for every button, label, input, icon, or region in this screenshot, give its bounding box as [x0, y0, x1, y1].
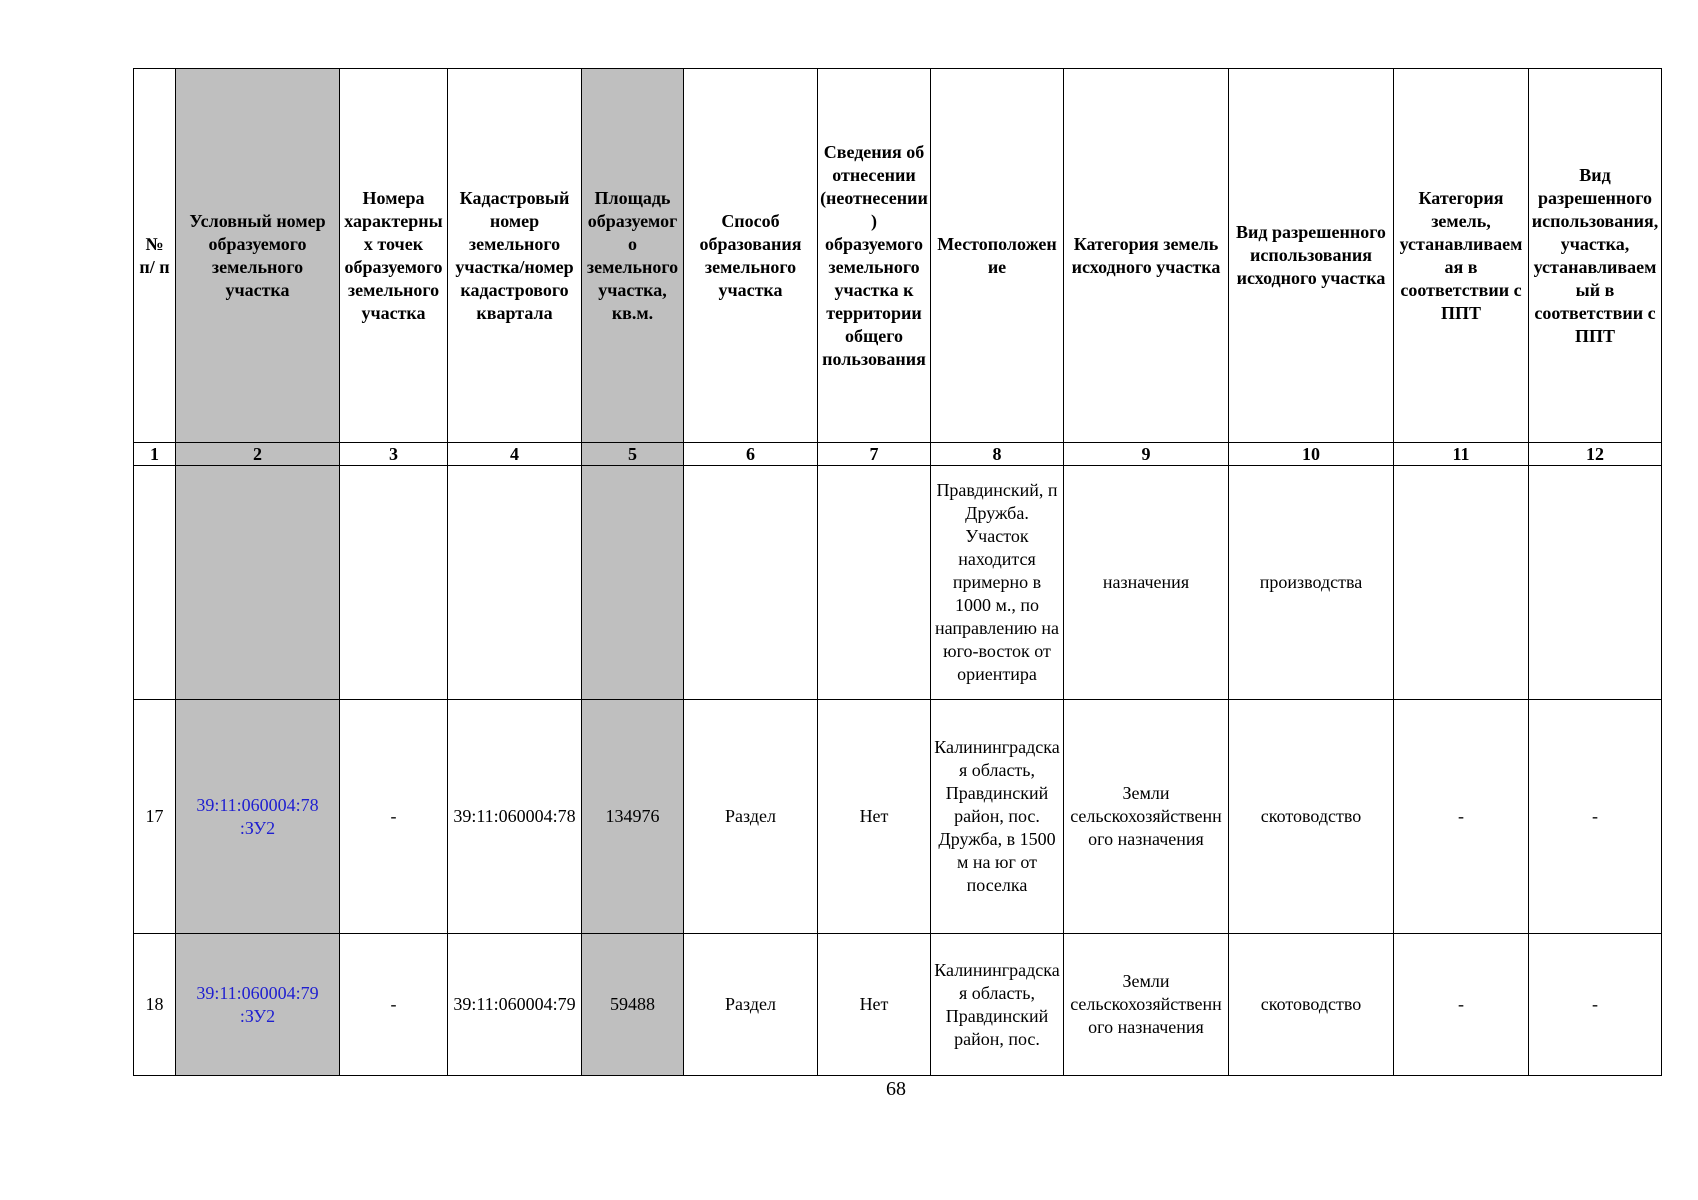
- points-cell: -: [340, 700, 448, 934]
- conditional-number-cell: [176, 700, 340, 934]
- permitted-use-cell: производства: [1229, 466, 1394, 700]
- public-use-cell: [818, 466, 931, 700]
- header-cell-points: Номера характерных точек образуемого земельного участка: [340, 69, 448, 443]
- column-number: 8: [931, 443, 1064, 466]
- column-number: 10: [1229, 443, 1394, 466]
- area-cell: 59488: [582, 934, 684, 1076]
- header-cell-ppt-use: Вид разрешенного использования, участка, устанавливаемый в соответствии с ППТ: [1529, 69, 1662, 443]
- header-cell-land-category: Категория земель исходного участка: [1064, 69, 1229, 443]
- location-cell: Калининградская область, Правдинский район, пос. Дружба, в 1500 м на юг от поселка: [931, 700, 1064, 934]
- permitted-use-cell: скотоводство: [1229, 934, 1394, 1076]
- cadastral-number-cell: 39:11:060004:78: [448, 700, 582, 934]
- cadastral-number-cell: [448, 466, 582, 700]
- land-plots-table: [133, 68, 1662, 1076]
- page-number: 68: [886, 1078, 906, 1100]
- column-number: 9: [1064, 443, 1229, 466]
- method-cell: Раздел: [684, 700, 818, 934]
- header-cell-permitted-use: Вид разрешенного использования исходного участка: [1229, 69, 1394, 443]
- header-cell-ppt-category: Категория земель, устанавливаемая в соответствии с ППТ: [1394, 69, 1529, 443]
- column-number: 3: [340, 443, 448, 466]
- land-category-cell: Земли сельскохозяйственного назначения: [1064, 934, 1229, 1076]
- column-number: 7: [818, 443, 931, 466]
- conditional-number-cell: [176, 466, 340, 700]
- table-row: [134, 466, 1662, 700]
- column-number: 6: [684, 443, 818, 466]
- conditional-number-cell: [176, 934, 340, 1076]
- ppt-category-cell: -: [1394, 700, 1529, 934]
- header-cell-num: № п/ п: [134, 69, 176, 443]
- column-number: 12: [1529, 443, 1662, 466]
- ppt-category-cell: -: [1394, 934, 1529, 1076]
- area-cell: [582, 466, 684, 700]
- land-category-cell: Земли сельскохозяйственного назначения: [1064, 700, 1229, 934]
- table-row: [134, 934, 1662, 1076]
- row-num-cell: 18: [134, 934, 176, 1076]
- public-use-cell: Нет: [818, 700, 931, 934]
- header-row: [134, 69, 1662, 443]
- permitted-use-cell: скотоводство: [1229, 700, 1394, 934]
- method-cell: [684, 466, 818, 700]
- location-cell: Правдинский, п Дружба. Участок находится примерно в 1000 м., по направлению на юго-восток от ориентира: [931, 466, 1064, 700]
- ppt-category-cell: [1394, 466, 1529, 700]
- header-cell-cadastral-number: Кадастровый номер земельного участка/номер кадастрового квартала: [448, 69, 582, 443]
- land-category-cell: назначения: [1064, 466, 1229, 700]
- conditional-number-link[interactable]: 39:11:060004:78 :ЗУ2: [196, 794, 319, 838]
- ppt-use-cell: -: [1529, 700, 1662, 934]
- method-cell: Раздел: [684, 934, 818, 1076]
- row-num-cell: [134, 466, 176, 700]
- table-row: [134, 700, 1662, 934]
- points-cell: -: [340, 934, 448, 1076]
- area-cell: 134976: [582, 700, 684, 934]
- header-cell-area: Площадь образуемого земельного участка, кв.м.: [582, 69, 684, 443]
- conditional-number-link[interactable]: 39:11:060004:79 :ЗУ2: [196, 982, 319, 1026]
- ppt-use-cell: [1529, 466, 1662, 700]
- column-number: 1: [134, 443, 176, 466]
- cadastral-number-cell: 39:11:060004:79: [448, 934, 582, 1076]
- header-cell-public-use: Сведения об отнесении (неотнесении) образуемого земельного участка к территории общего пользования: [818, 69, 931, 443]
- column-number: 2: [176, 443, 340, 466]
- column-number: 5: [582, 443, 684, 466]
- header-cell-conditional-number: Условный номер образуемого земельного участка: [176, 69, 340, 443]
- row-num-cell: 17: [134, 700, 176, 934]
- ppt-use-cell: -: [1529, 934, 1662, 1076]
- header-cell-location: Местоположение: [931, 69, 1064, 443]
- location-cell: Калининградская область, Правдинский район, пос.: [931, 934, 1064, 1076]
- column-number: 4: [448, 443, 582, 466]
- points-cell: [340, 466, 448, 700]
- public-use-cell: Нет: [818, 934, 931, 1076]
- column-numbers-row: [134, 443, 1662, 466]
- column-number: 11: [1394, 443, 1529, 466]
- header-cell-method: Способ образования земельного участка: [684, 69, 818, 443]
